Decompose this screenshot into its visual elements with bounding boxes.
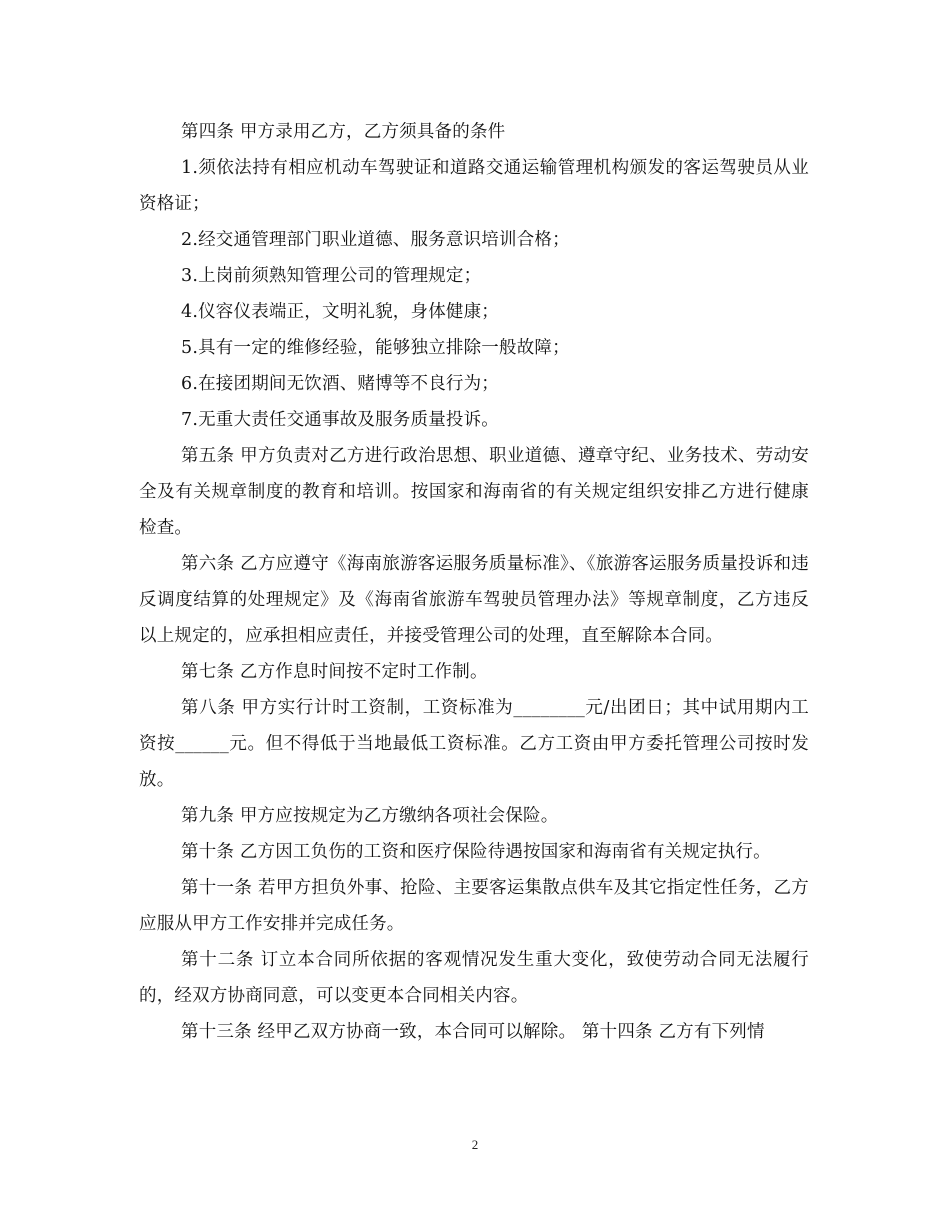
condition-6: 6.在接团期间无饮酒、赌博等不良行为； [181, 374, 499, 394]
condition-2: 2.经交通管理部门职业道德、服务意识培训合格； [181, 230, 570, 250]
article-10: 第十条 乙方因工负伤的工资和医疗保险待遇按国家和海南省有关规定执行。 [181, 842, 771, 862]
condition-1: 1.须依法持有相应机动车驾驶证和道路交通运输管理机构颁发的客运驾驶员从业资格证； [139, 158, 809, 214]
article-9: 第九条 甲方应按规定为乙方缴纳各项社会保险。 [181, 806, 559, 826]
condition-7: 7.无重大责任交通事故及服务质量投诉。 [181, 410, 499, 430]
article-7: 第七条 乙方作息时间按不定时工作制。 [181, 662, 488, 682]
condition-4: 4.仪容仪表端正，文明礼貌，身体健康； [181, 302, 499, 322]
article-8: 第八条 甲方实行计时工资制，工资标准为________元/出团日；其中试用期内工资按______元。但不得低于当地最低工资标准。乙方工资由甲方委托管理公司按时发放。 [139, 698, 809, 790]
article-11: 第十一条 若甲方担负外事、抢险、主要客运集散点供车及其它指定性任务，乙方应服从甲方工作安排并完成任务。 [139, 878, 809, 934]
article-12: 第十二条 订立本合同所依据的客观情况发生重大变化，致使劳动合同无法履行的，经双方协商同意，可以变更本合同相关内容。 [139, 950, 809, 1006]
article-6: 第六条 乙方应遵守《海南旅游客运服务质量标准》、《旅游客运服务质量投诉和违反调度结算的处理规定》及《海南省旅游车驾驶员管理办法》等规章制度，乙方违反以上规定的，应承担相应责任，并接受管理公司的处理，直至解除本合同。 [139, 554, 809, 646]
page-number: 2 [471, 1137, 479, 1152]
article-13-14: 第十三条 经甲乙双方协商一致，本合同可以解除。 第十四条 乙方有下列情 [181, 1022, 765, 1042]
article-5: 第五条 甲方负责对乙方进行政治思想、职业道德、遵章守纪、业务技术、劳动安全及有关规章制度的教育和培训。按国家和海南省的有关规定组织安排乙方进行健康检查。 [139, 446, 809, 538]
condition-3: 3.上岗前须熟知管理公司的管理规定； [181, 266, 482, 286]
document-body [139, 114, 809, 1050]
article-4-heading: 第四条 甲方录用乙方，乙方须具备的条件 [181, 122, 506, 142]
condition-5: 5.具有一定的维修经验，能够独立排除一般故障； [181, 338, 570, 358]
